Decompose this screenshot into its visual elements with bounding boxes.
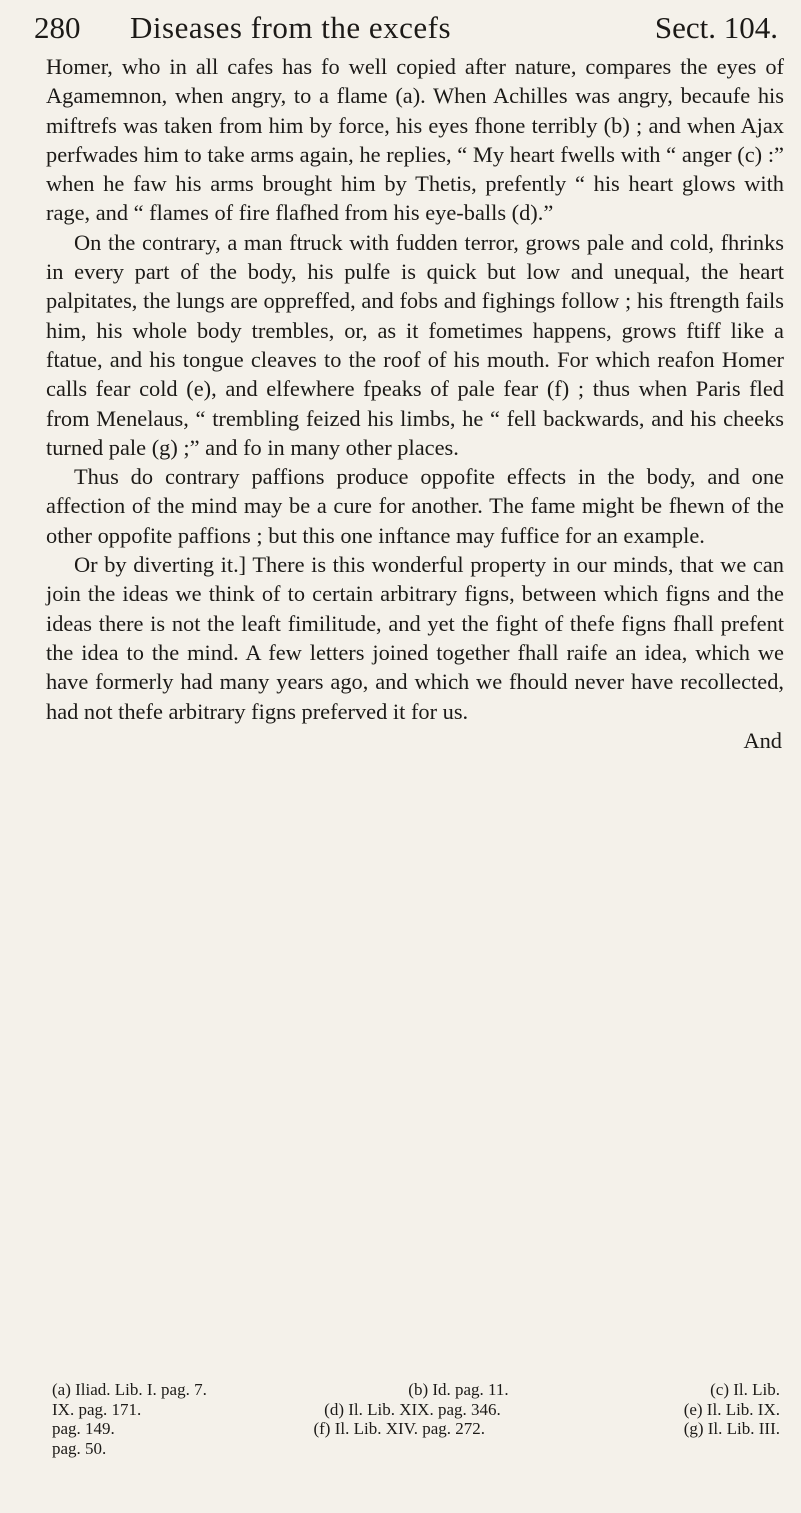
paragraph-homer: Homer, who in all cafes has fo well copied after nature, compares the eyes of Agamemnon, when angry, to a flame (a). When Achilles was angry, becaufe his miftrefs was taken from him by force, his eyes fhone terribly (b) ; and when Ajax perfwades him to take arms again, he replies, “ My heart fwells with “ anger (c) :” when he faw his arms brought him by Thetis, prefently “ his heart glows with rage, and “ flames of fire flafhed from his eye-balls (d).”	[46, 54, 784, 226]
footnote-text: (e) Il. Lib. IX.	[683, 1399, 780, 1419]
footnote-row	[52, 1380, 780, 1400]
paragraph-diverting: Or by diverting it.] There is this wonderful property in our minds, that we can join the ideas we think of to certain arbitrary figns, between which figns and the ideas there is not the leaft fimilitude, and yet the fight of thefe figns fhall prefent the idea to the mind. A few letters joined together fhall raife an idea, which we have formerly had many years ago, and which we fhould never have recollected, had not thefe arbitrary figns preferved it for us.	[46, 552, 784, 724]
running-header	[34, 6, 778, 50]
footnote-text: pag. 50.	[52, 1438, 107, 1458]
footnote-text: (g) Il. Lib. III.	[683, 1419, 780, 1438]
footnote-row	[52, 1400, 780, 1420]
footnote-row	[52, 1419, 780, 1439]
footnote-text: (a) Iliad. Lib. I. pag. 7.	[52, 1380, 207, 1399]
footnote-text: IX. pag. 171.	[52, 1399, 142, 1419]
section-number: Sect. 104.	[654, 10, 778, 45]
footnote-text: pag. 149.	[52, 1419, 115, 1438]
footnote-text: (d) Il. Lib. XIX. pag. 346.	[324, 1399, 501, 1419]
body-text	[46, 52, 784, 755]
footnote-row	[52, 1439, 780, 1459]
running-title: Diseases from the excefs	[130, 10, 452, 45]
page-number: 280	[34, 10, 81, 45]
footnote-text: (b) Id. pag. 11.	[408, 1380, 509, 1399]
footnote-text: (f) Il. Lib. XIV. pag. 272.	[313, 1419, 486, 1438]
paragraph-terror: On the contrary, a man ftruck with fudden terror, grows pale and cold, fhrinks in every part of the body, his pulfe is quick but low and unequal, the heart palpitates, the lungs are oppreffed, and fobs and fighings follow ; his ftrength fails him, his whole body trembles, or, as it fometimes happens, grows ftiff like a ftatue, and his tongue cleaves to the roof of his mouth. For which reafon Homer calls fear cold (e), and elfewhere fpeaks of pale fear (f) ; thus when Paris fled from Menelaus, “ trembling feized his limbs, he “ fell backwards, and his cheeks turned pale (g) ;” and fo in many other places.	[46, 229, 784, 460]
footnote-text: (c) Il. Lib.	[710, 1380, 780, 1399]
paragraph-contrary-passions: Thus do contrary paffions produce oppofite effects in the body, and one affection of the mind may be a cure for another. The fame might be fhewn of the other oppofite paffions ; but this one inftance may fuffice for an example.	[46, 464, 784, 548]
catchword: And	[743, 727, 782, 753]
footnotes	[52, 1380, 780, 1458]
